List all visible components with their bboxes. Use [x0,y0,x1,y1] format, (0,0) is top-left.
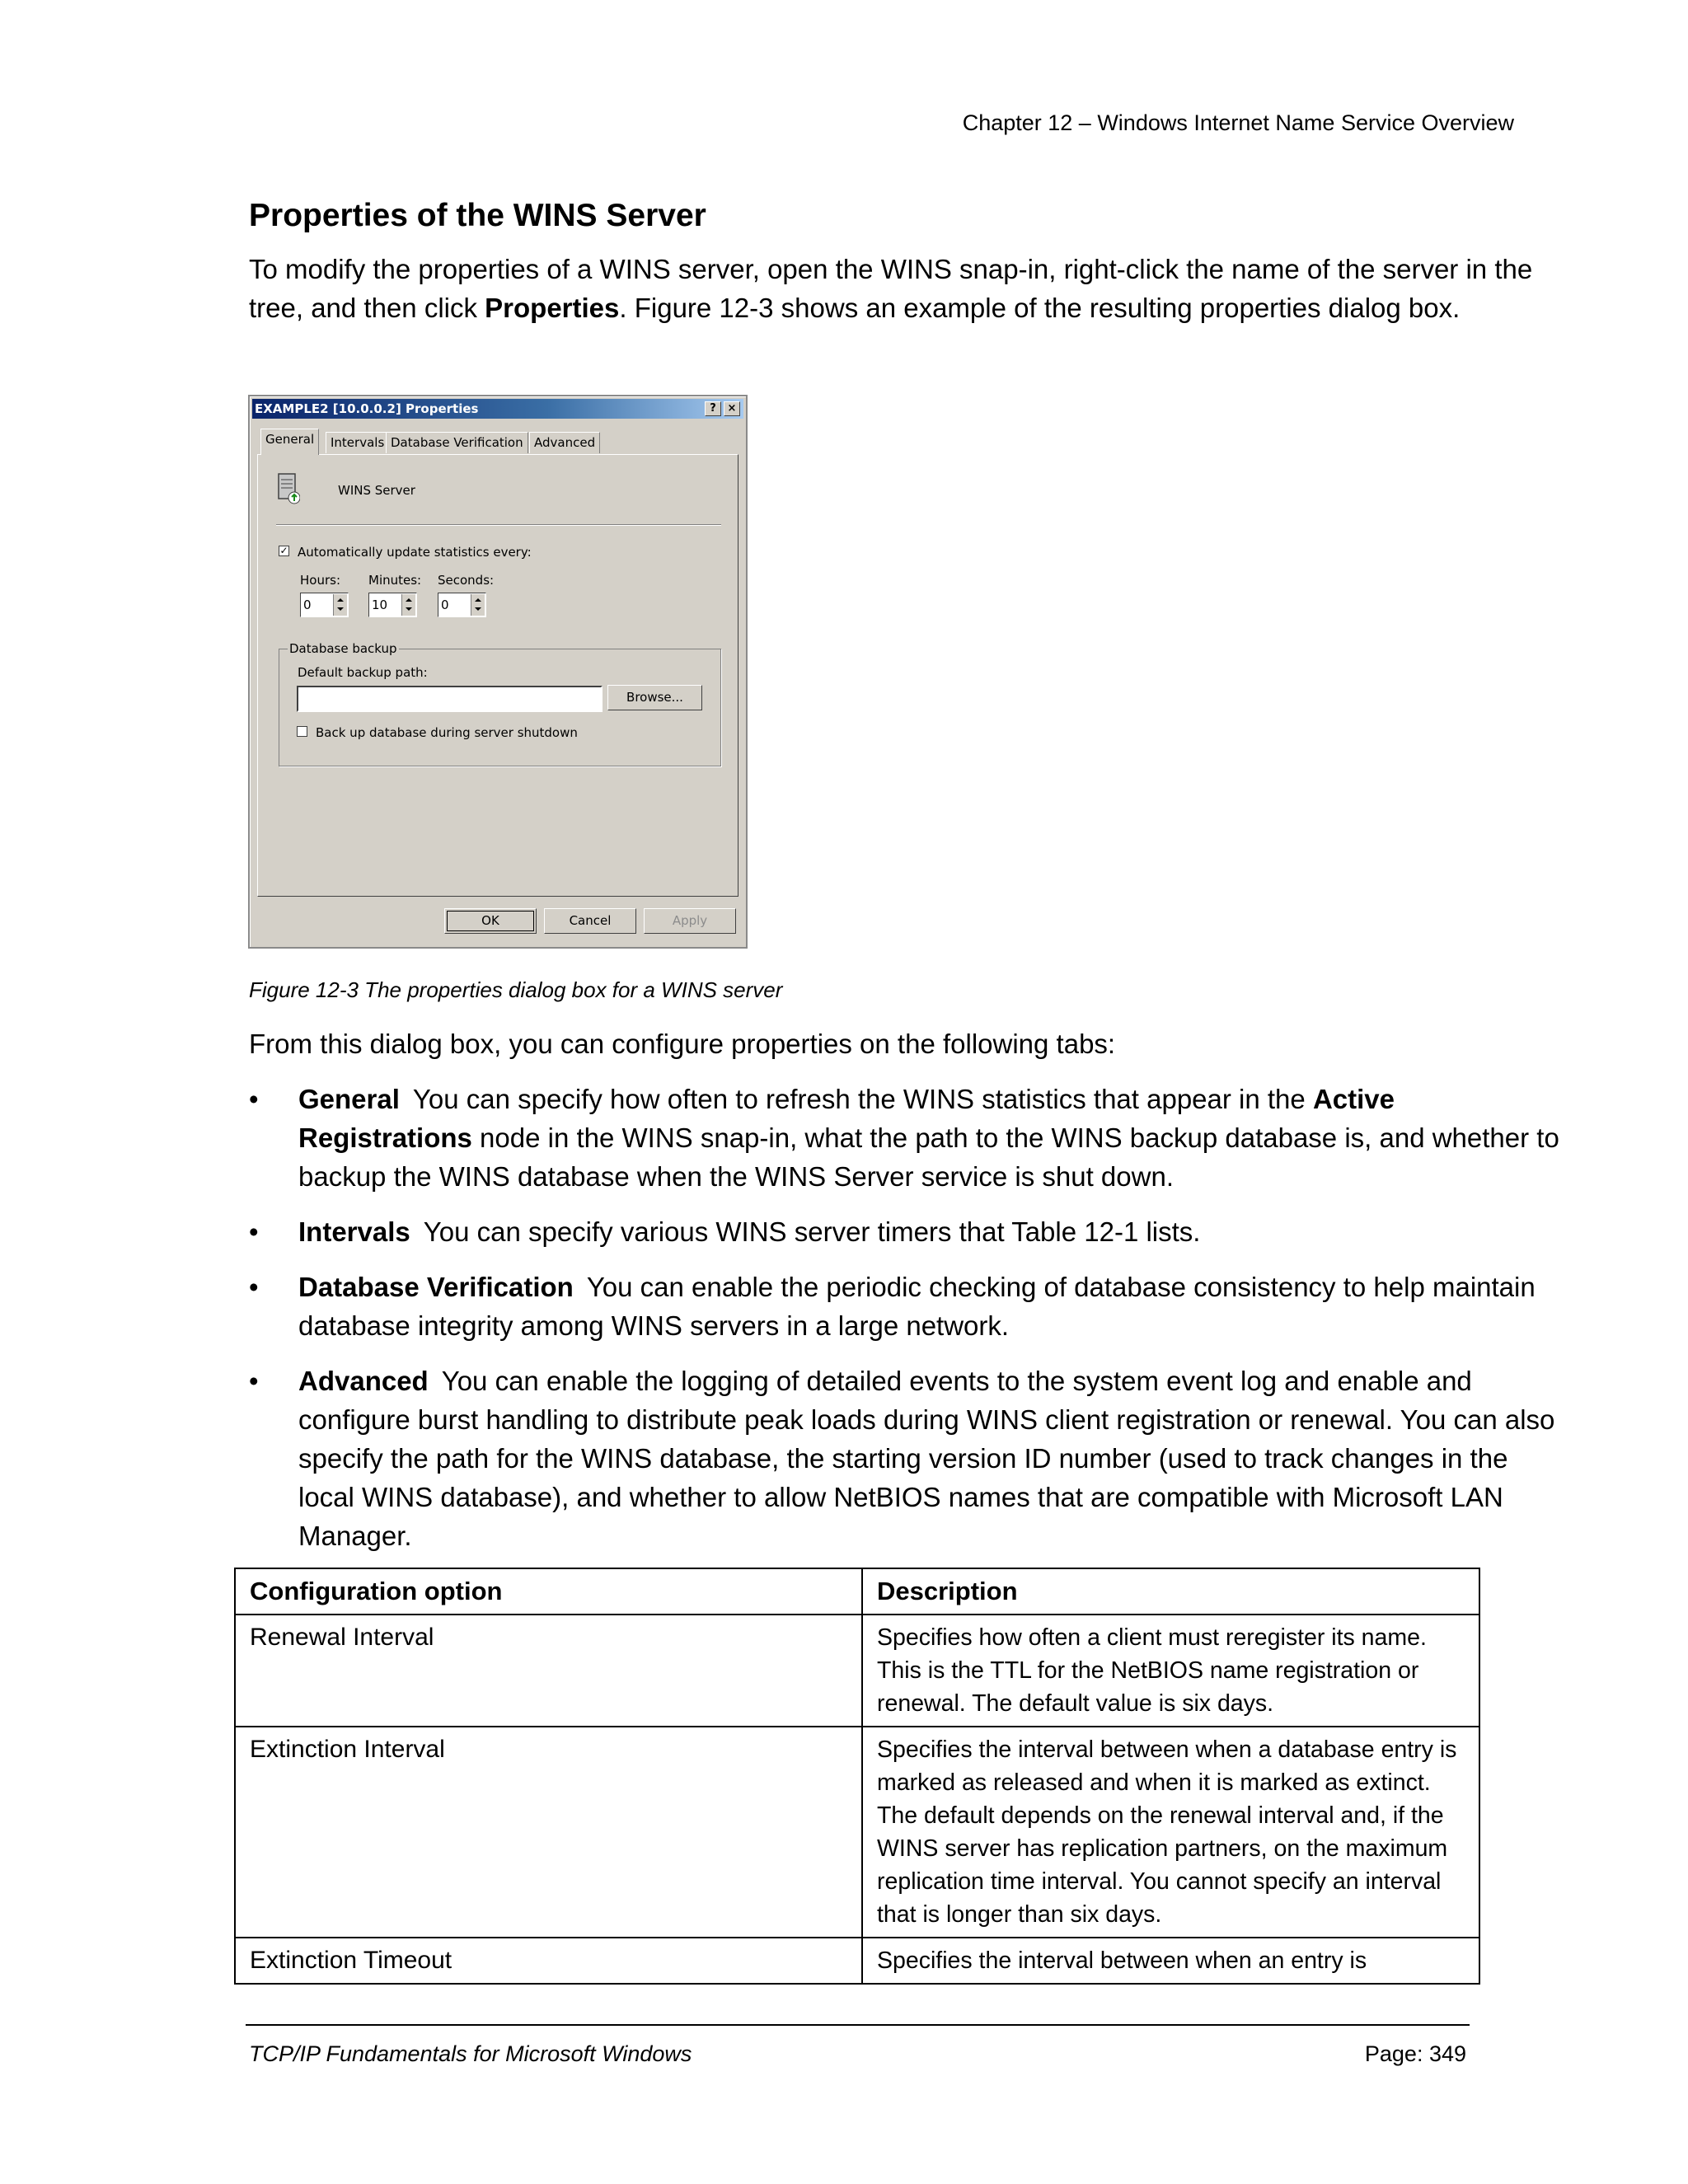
bullet-advanced [249,1361,1568,1555]
option-cell: Renewal Interval [235,1615,862,1727]
footer-page-number: Page: 349 [1364,2041,1466,2066]
description-cell: Specifies how often a client must reregister its name. This is the TTL for the NetBIOS name registration or renewal. The default value is six days. [862,1615,1479,1727]
intro-text-end: . Figure 12-3 shows an example of the resulting properties dialog box. [619,293,1461,323]
column-header-option: Configuration option [235,1568,862,1615]
backup-on-shutdown-checkbox[interactable] [297,726,307,737]
dialog-titlebar [252,399,743,419]
footer-book-title: TCP/IP Fundamentals for Microsoft Windows [249,2041,692,2066]
server-label: WINS Server [338,483,415,498]
backup-on-shutdown-label: Back up database during server shutdown [316,725,578,740]
database-backup-legend: Database backup [289,641,397,656]
bullet-text: You can enable the logging of detailed events to the system event log and enable and configure burst handling to distribute peak loads during WINS client registration or renewal. You can also specify the path for the WINS database, the starting version ID number (used to track changes in the local WINS database), and whether to allow NetBIOS names that are compatible with Microsoft LAN Manager. [298,1366,1555,1551]
minutes-spinner[interactable] [368,593,417,617]
apply-button[interactable]: Apply [644,908,736,934]
dialog-title: EXAMPLE2 [10.0.0.2] Properties [255,401,479,416]
properties-dialog [248,395,748,949]
bullet-term: Advanced [298,1366,429,1396]
ok-button[interactable]: OK [444,908,537,934]
seconds-spinner[interactable] [438,593,486,617]
bullet-inline-term: Active Registrations [298,1084,1395,1153]
bullet-term: General [298,1084,400,1114]
bullet-text: You can specify various WINS server timers that Table 12-1 lists. [423,1216,1201,1247]
running-header: Chapter 12 – Windows Internet Name Service Overview [962,110,1514,135]
properties-term: Properties [485,293,620,323]
configuration-table [234,1568,1480,1985]
help-button[interactable]: ? [705,401,721,416]
minutes-value: 10 [372,598,388,612]
tab-general[interactable]: General [260,429,319,455]
option-cell: Extinction Interval [235,1727,862,1938]
intro-paragraph [249,250,1568,327]
column-header-description: Description [862,1568,1479,1615]
bullet-term: Database Verification [298,1272,574,1302]
tab-intervals[interactable]: Intervals [326,432,389,453]
cancel-button[interactable]: Cancel [544,908,636,934]
description-cell: Specifies the interval between when a database entry is marked as released and when it is marked as extinct. The default depends on the renewal interval and, if the WINS server has replication partners, on the maximum replication time interval. You cannot specify an interval that is longer than six days. [862,1727,1479,1938]
separator [276,524,721,526]
hours-label: Hours: [300,573,340,588]
bullet-dot-icon: • [249,1366,259,1396]
backup-path-input[interactable] [297,686,603,712]
table-header-row [235,1568,1479,1615]
hours-value: 0 [303,598,312,612]
tab-advanced[interactable]: Advanced [529,432,600,453]
table-row [235,1615,1479,1727]
bullet-text-end: node in the WINS snap-in, what the path to the WINS backup database is, and whether to backup the WINS database when the WINS Server service is shut down. [298,1122,1559,1192]
option-cell: Extinction Timeout [235,1938,862,1984]
backup-path-label: Default backup path: [298,665,428,680]
bullet-intervals [249,1212,1568,1251]
hours-spinner[interactable] [300,593,349,617]
table-row [235,1727,1479,1938]
bullet-text: You can specify how often to refresh the WINS statistics that appear in the [412,1084,1313,1114]
seconds-spin-arrows-icon[interactable] [471,594,485,616]
footer-rule [246,2024,1470,2026]
bullet-dot-icon: • [249,1084,259,1114]
bullet-text: You can enable the periodic checking of database consistency to help maintain database integrity among WINS servers in a large network. [298,1272,1536,1341]
auto-update-checkbox[interactable]: ✓ [279,545,288,556]
figure-caption: Figure 12-3 The properties dialog box for a WINS server [249,977,783,1002]
browse-button[interactable]: Browse... [607,685,702,710]
table-row [235,1938,1479,1984]
seconds-value: 0 [441,598,449,612]
bullet-term: Intervals [298,1216,410,1247]
wins-server-icon [277,472,300,505]
tabs-intro: From this dialog box, you can configure properties on the following tabs: [249,1029,1116,1059]
minutes-spin-arrows-icon[interactable] [401,594,415,616]
intro-text: To modify the properties of a WINS server, open the WINS snap-in, right-click the name of the server in the tree, and then click [249,254,1533,323]
auto-update-label: Automatically update statistics every: [298,545,532,560]
hours-spin-arrows-icon[interactable] [333,594,347,616]
close-button[interactable]: × [724,401,740,416]
bullet-dot-icon: • [249,1272,259,1302]
description-cell: Specifies the interval between when an entry is [862,1938,1479,1984]
bullet-general [249,1080,1568,1196]
bullet-database-verification [249,1268,1568,1345]
tab-bullet-list [249,1080,1568,1572]
bullet-dot-icon: • [249,1216,259,1247]
tab-database-verification[interactable]: Database Verification [386,432,528,453]
seconds-label: Seconds: [438,573,495,588]
minutes-label: Minutes: [368,573,422,588]
section-title: Properties of the WINS Server [249,198,706,233]
